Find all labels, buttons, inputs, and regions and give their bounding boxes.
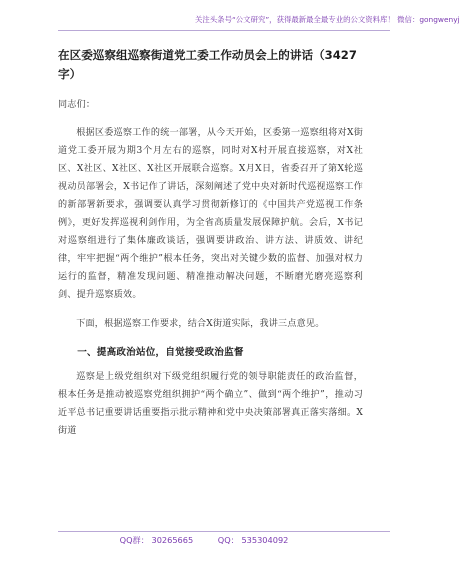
footer-qq: QQ： 535304092	[217, 535, 289, 545]
header-banner: 关注头条号“公文研究”，获得最新最全最专业的公文资料库！ 微信：gongwenyj	[195, 15, 460, 24]
document-title: 在区委巡察组巡察街道党工委工作动员会上的讲话（3427字）	[58, 48, 357, 81]
section-heading-1: 一、提高政治站位，自觉接受政治监督	[77, 347, 244, 358]
salutation: 同志们：	[58, 100, 96, 110]
paragraph-3: 巡察是上级党组织对下级党组织履行党的领导职能责任的政治监督，根本任务是推动被巡察党组织拥护“两个确立”、做到“两个维护”，推动习近平总书记重要讲话重要指示批示精神和党中央决策部署真正落实落细。X街道	[58, 372, 363, 436]
footer-divider	[58, 531, 390, 532]
header-divider	[58, 30, 390, 31]
footer	[0, 535, 408, 546]
paragraph-2: 下面，根据巡察工作要求，结合X街道实际，我讲三点意见。	[76, 319, 325, 329]
document-body	[58, 96, 363, 451]
footer-qq-group: QQ群： 30265665	[119, 535, 194, 545]
paragraph-1: 根据区委巡察工作的统一部署，从今天开始，区委第一巡察组将对X街道党工委开展为期3个月左右的巡察，同时对X村开展直接巡察，对X社区、X社区、X社区、X社区开展联合巡察。X月X日，省委召开了第X轮巡视动员部署会，X书记作了讲话，深刻阐述了党中央对新时代巡视巡察工作的新部署新要求，强调要认真学习贯彻新修订的《中国共产党巡视工作条例》，更好发挥巡视利剑作用，为全省高质量发展保障护航。会后，X书记对巡察组进行了集体廉政谈话，强调要讲政治、讲方法、讲质效、讲纪律，牢牢把握“两个维护”根本任务，突出对关键少数的监督、加强对权力运行的监督，精准发现问题、精准推动解决问题，不断磨光磨亮巡察利剑、提升巡察质效。	[58, 128, 363, 300]
